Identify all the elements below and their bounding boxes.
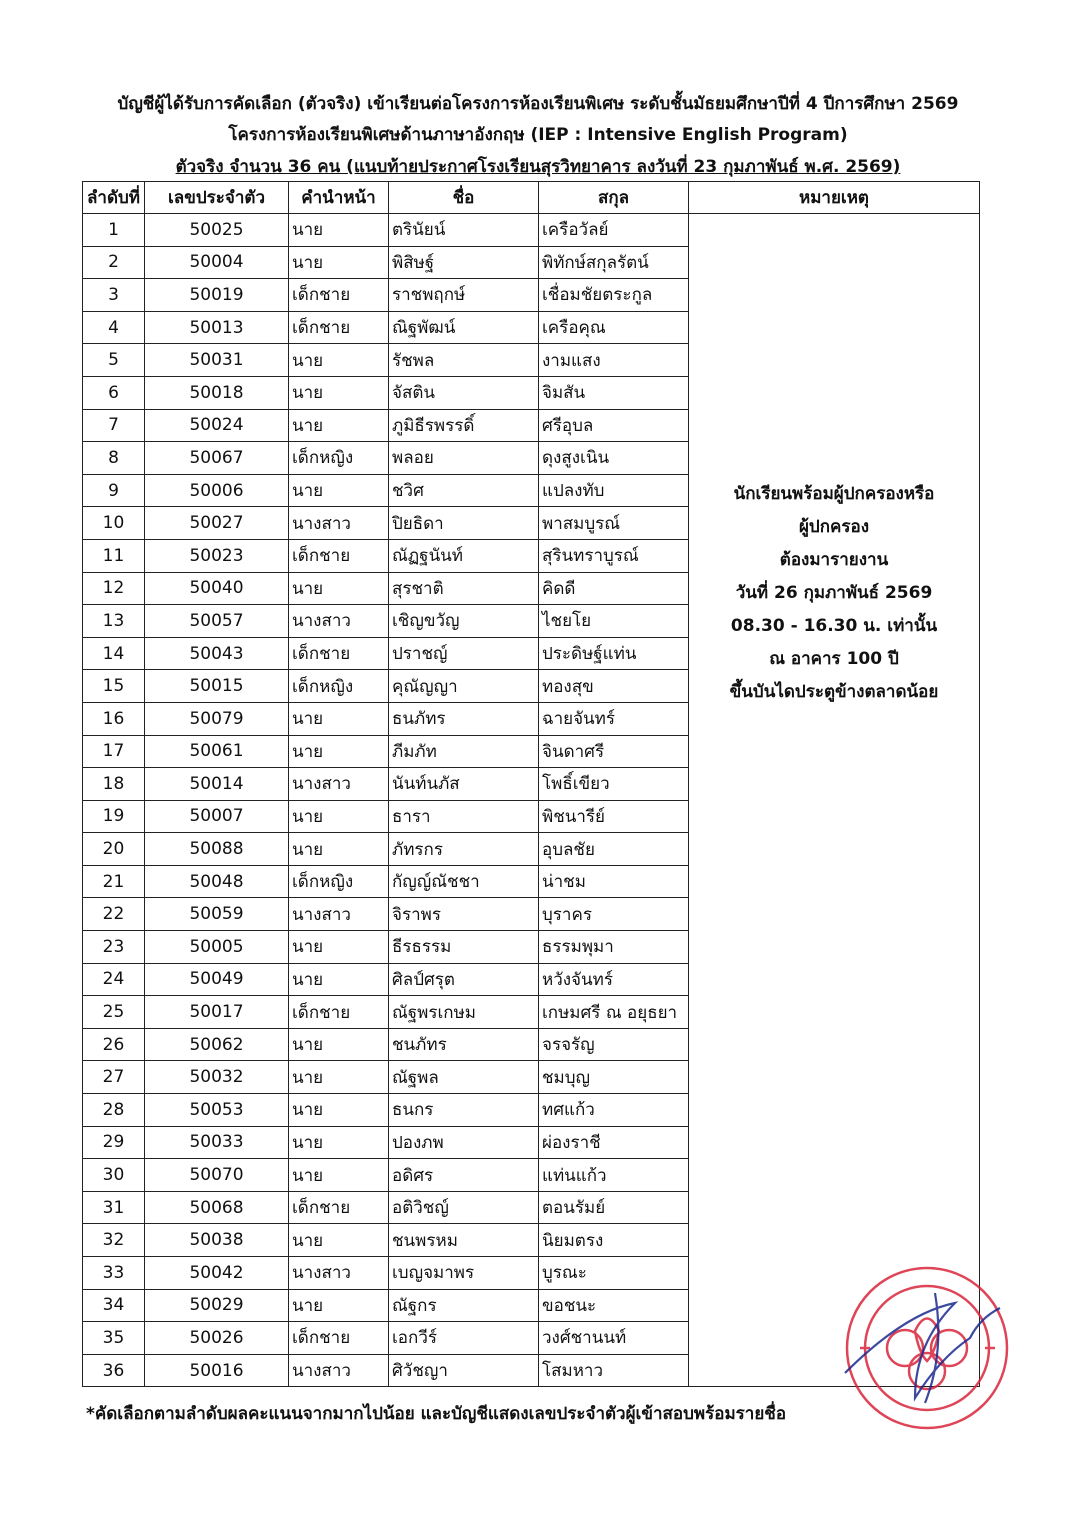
cell-firstname: ธนภัทร — [389, 702, 539, 735]
cell-id: 50061 — [145, 735, 289, 768]
cell-order: 15 — [83, 670, 145, 703]
cell-order: 1 — [83, 214, 145, 247]
cell-id: 50043 — [145, 637, 289, 670]
cell-order: 8 — [83, 442, 145, 475]
table-header-row — [83, 182, 980, 214]
cell-lastname: พิชนารีย์ — [539, 800, 689, 833]
cell-id: 50042 — [145, 1257, 289, 1290]
cell-order: 4 — [83, 311, 145, 344]
cell-prefix: นาย — [289, 409, 389, 442]
cell-prefix: นาย — [289, 572, 389, 605]
cell-order: 16 — [83, 702, 145, 735]
cell-lastname: ฉายจันทร์ — [539, 702, 689, 735]
cell-firstname: ปิยธิดา — [389, 507, 539, 540]
cell-id: 50026 — [145, 1322, 289, 1355]
cell-prefix: นาย — [289, 214, 389, 247]
cell-prefix: เด็กชาย — [289, 539, 389, 572]
cell-prefix: นาย — [289, 1224, 389, 1257]
remark-line: วันที่ 26 กุมภาพันธ์ 2569 — [735, 583, 933, 603]
cell-id: 50057 — [145, 605, 289, 638]
cell-firstname: ธนกร — [389, 1094, 539, 1127]
cell-id: 50088 — [145, 833, 289, 866]
cell-prefix: นางสาว — [289, 1354, 389, 1387]
cell-id: 50007 — [145, 800, 289, 833]
cell-firstname: ศิลป์ศรุต — [389, 963, 539, 996]
cell-lastname: บุราคร — [539, 898, 689, 931]
cell-prefix: นาย — [289, 376, 389, 409]
cell-id: 50005 — [145, 931, 289, 964]
cell-prefix: นาย — [289, 246, 389, 279]
cell-lastname: ธรรมพุมา — [539, 931, 689, 964]
cell-prefix: เด็กชาย — [289, 311, 389, 344]
col-header-lastname: สกุล — [539, 182, 689, 214]
cell-lastname: หวังจันทร์ — [539, 963, 689, 996]
cell-order: 6 — [83, 376, 145, 409]
cell-prefix: เด็กชาย — [289, 279, 389, 312]
cell-prefix: นาย — [289, 1061, 389, 1094]
cell-prefix: นาย — [289, 963, 389, 996]
cell-lastname: ชมบุญ — [539, 1061, 689, 1094]
cell-prefix: เด็กหญิง — [289, 442, 389, 475]
cell-lastname: จินดาศรี — [539, 735, 689, 768]
cell-lastname: พิทักษ์สกุลรัตน์ — [539, 246, 689, 279]
cell-lastname: งามแสง — [539, 344, 689, 377]
cell-firstname: ณัฐพรเกษม — [389, 996, 539, 1029]
cell-prefix: นาย — [289, 800, 389, 833]
remark-line: ณ อาคาร 100 ปี — [769, 649, 899, 669]
cell-order: 9 — [83, 474, 145, 507]
cell-id: 50059 — [145, 898, 289, 931]
cell-firstname: สุรชาติ — [389, 572, 539, 605]
cell-lastname: ไชยโย — [539, 605, 689, 638]
remark-cell — [689, 214, 980, 1387]
cell-order: 10 — [83, 507, 145, 540]
cell-order: 27 — [83, 1061, 145, 1094]
cell-order: 29 — [83, 1126, 145, 1159]
table-row — [83, 214, 980, 247]
cell-lastname: โพธิ์เขียว — [539, 768, 689, 801]
cell-order: 31 — [83, 1191, 145, 1224]
cell-id: 50038 — [145, 1224, 289, 1257]
cell-firstname: อติวิชญ์ — [389, 1191, 539, 1224]
cell-id: 50025 — [145, 214, 289, 247]
cell-firstname: เชิญขวัญ — [389, 605, 539, 638]
cell-order: 2 — [83, 246, 145, 279]
cell-lastname: เชื่อมชัยตระกูล — [539, 279, 689, 312]
cell-prefix: เด็กชาย — [289, 1191, 389, 1224]
cell-lastname: ขอชนะ — [539, 1289, 689, 1322]
cell-prefix: เด็กหญิง — [289, 865, 389, 898]
cell-lastname: ศรีอุบล — [539, 409, 689, 442]
cell-firstname: ศิวัชญา — [389, 1354, 539, 1387]
remark-line: 08.30 - 16.30 น. เท่านั้น — [730, 616, 938, 636]
cell-prefix: นางสาว — [289, 768, 389, 801]
cell-id: 50067 — [145, 442, 289, 475]
cell-order: 17 — [83, 735, 145, 768]
cell-prefix: นาย — [289, 1289, 389, 1322]
cell-prefix: นางสาว — [289, 605, 389, 638]
cell-id: 50024 — [145, 409, 289, 442]
cell-prefix: นาย — [289, 1028, 389, 1061]
cell-prefix: นางสาว — [289, 1257, 389, 1290]
col-header-prefix: คำนำหน้า — [289, 182, 389, 214]
cell-order: 11 — [83, 539, 145, 572]
cell-prefix: นาย — [289, 344, 389, 377]
cell-order: 24 — [83, 963, 145, 996]
cell-id: 50023 — [145, 539, 289, 572]
cell-firstname: ภีมภัท — [389, 735, 539, 768]
footer-note: *คัดเลือกตามลำดับผลคะแนนจากมากไปน้อย และบัญชีแสดงเลขประจำตัวผู้เข้าสอบพร้อมรายชื่อ — [86, 1404, 787, 1424]
cell-order: 28 — [83, 1094, 145, 1127]
cell-order: 21 — [83, 865, 145, 898]
cell-id: 50017 — [145, 996, 289, 1029]
cell-prefix: นาย — [289, 931, 389, 964]
cell-prefix: เด็กหญิง — [289, 670, 389, 703]
cell-id: 50062 — [145, 1028, 289, 1061]
cell-firstname: ณัฐพล — [389, 1061, 539, 1094]
remark-line: นักเรียนพร้อมผู้ปกครองหรือ — [733, 484, 935, 504]
cell-order: 30 — [83, 1159, 145, 1192]
cell-id: 50016 — [145, 1354, 289, 1387]
title-line-2: โครงการห้องเรียนพิเศษด้านภาษาอังกฤษ (IEP : Intensive English Program) — [228, 125, 848, 145]
cell-prefix: เด็กชาย — [289, 637, 389, 670]
cell-prefix: นางสาว — [289, 898, 389, 931]
cell-order: 19 — [83, 800, 145, 833]
cell-firstname: ราชพฤกษ์ — [389, 279, 539, 312]
cell-firstname: นันท์นภัส — [389, 768, 539, 801]
cell-firstname: จิราพร — [389, 898, 539, 931]
cell-lastname: อุบลชัย — [539, 833, 689, 866]
cell-id: 50048 — [145, 865, 289, 898]
cell-id: 50053 — [145, 1094, 289, 1127]
cell-order: 5 — [83, 344, 145, 377]
cell-lastname: แปลงทับ — [539, 474, 689, 507]
cell-firstname: พลอย — [389, 442, 539, 475]
student-table — [82, 181, 980, 1387]
cell-lastname: เครือคุณ — [539, 311, 689, 344]
cell-firstname: อดิศร — [389, 1159, 539, 1192]
cell-order: 35 — [83, 1322, 145, 1355]
col-header-firstname: ชื่อ — [389, 182, 539, 214]
cell-firstname: ณัฏฐนันท์ — [389, 539, 539, 572]
cell-order: 18 — [83, 768, 145, 801]
cell-id: 50079 — [145, 702, 289, 735]
cell-id: 50068 — [145, 1191, 289, 1224]
cell-order: 34 — [83, 1289, 145, 1322]
cell-order: 7 — [83, 409, 145, 442]
cell-id: 50004 — [145, 246, 289, 279]
cell-firstname: ปราชญ์ — [389, 637, 539, 670]
cell-order: 13 — [83, 605, 145, 638]
col-header-id: เลขประจำตัว — [145, 182, 289, 214]
col-header-order: ลำดับที่ — [83, 182, 145, 214]
cell-order: 33 — [83, 1257, 145, 1290]
cell-lastname: สุรินทราบูรณ์ — [539, 539, 689, 572]
cell-id: 50013 — [145, 311, 289, 344]
cell-firstname: พิสิษฐ์ — [389, 246, 539, 279]
cell-firstname: ธีรธรรม — [389, 931, 539, 964]
cell-prefix: นาย — [289, 735, 389, 768]
cell-id: 50049 — [145, 963, 289, 996]
cell-order: 36 — [83, 1354, 145, 1387]
cell-order: 26 — [83, 1028, 145, 1061]
cell-id: 50015 — [145, 670, 289, 703]
cell-firstname: เอกวีร์ — [389, 1322, 539, 1355]
cell-order: 3 — [83, 279, 145, 312]
cell-firstname: ชวิศ — [389, 474, 539, 507]
cell-lastname: น่าชม — [539, 865, 689, 898]
remark-line: ขึ้นบันไดประตูข้างตลาดน้อย — [729, 682, 939, 702]
cell-lastname: ทองสุข — [539, 670, 689, 703]
cell-firstname: ชนภัทร — [389, 1028, 539, 1061]
cell-order: 32 — [83, 1224, 145, 1257]
cell-prefix: นาย — [289, 1159, 389, 1192]
cell-order: 20 — [83, 833, 145, 866]
cell-prefix: นาย — [289, 833, 389, 866]
cell-firstname: ณิฐพัฒน์ — [389, 311, 539, 344]
cell-firstname: ธารา — [389, 800, 539, 833]
cell-id: 50032 — [145, 1061, 289, 1094]
cell-firstname: เบญจมาพร — [389, 1257, 539, 1290]
cell-lastname: เครือวัลย์ — [539, 214, 689, 247]
cell-lastname: พาสมบูรณ์ — [539, 507, 689, 540]
cell-order: 12 — [83, 572, 145, 605]
cell-firstname: ภูมิธีรพรรดิ์ — [389, 409, 539, 442]
remark-line: ผู้ปกครอง — [798, 517, 870, 537]
cell-firstname: ตรินัยน์ — [389, 214, 539, 247]
cell-id: 50031 — [145, 344, 289, 377]
cell-id: 50014 — [145, 768, 289, 801]
cell-lastname: เกษมศรี ณ อยุธยา — [539, 996, 689, 1029]
title-line-3: ตัวจริง จำนวน 36 คน (แนบท้ายประกาศโรงเรียนสุรวิทยาคาร ลงวันที่ 23 กุมภาพันธ์ พ.ศ. 2569) — [175, 157, 901, 177]
cell-prefix: นาย — [289, 474, 389, 507]
cell-lastname: บูรณะ — [539, 1257, 689, 1290]
cell-lastname: ผ่องราชี — [539, 1126, 689, 1159]
cell-lastname: วงศ์ชานนท์ — [539, 1322, 689, 1355]
cell-firstname: รัชพล — [389, 344, 539, 377]
cell-lastname: จิมสัน — [539, 376, 689, 409]
cell-firstname: คุณัญญา — [389, 670, 539, 703]
cell-lastname: ทศแก้ว — [539, 1094, 689, 1127]
cell-lastname: ตอนรัมย์ — [539, 1191, 689, 1224]
remark-line: ต้องมารายงาน — [779, 550, 889, 570]
cell-firstname: จัสติน — [389, 376, 539, 409]
cell-lastname: โสมหาว — [539, 1354, 689, 1387]
cell-id: 50019 — [145, 279, 289, 312]
cell-firstname: ชนพรหม — [389, 1224, 539, 1257]
cell-id: 50070 — [145, 1159, 289, 1192]
title-line-1: บัญชีผู้ได้รับการคัดเลือก (ตัวจริง) เข้าเรียนต่อโครงการห้องเรียนพิเศษ ระดับชั้นมัธยมศึกษาปีที่ 4 ปีการศึกษา 2569 — [117, 94, 959, 114]
cell-id: 50040 — [145, 572, 289, 605]
cell-id: 50029 — [145, 1289, 289, 1322]
cell-id: 50018 — [145, 376, 289, 409]
cell-id: 50006 — [145, 474, 289, 507]
cell-order: 14 — [83, 637, 145, 670]
cell-id: 50033 — [145, 1126, 289, 1159]
cell-lastname: แท่นแก้ว — [539, 1159, 689, 1192]
cell-prefix: เด็กชาย — [289, 1322, 389, 1355]
col-header-remark: หมายเหตุ — [689, 182, 980, 214]
cell-lastname: นิยมตรง — [539, 1224, 689, 1257]
cell-order: 22 — [83, 898, 145, 931]
cell-lastname: คิดดี — [539, 572, 689, 605]
cell-firstname: ภัทรกร — [389, 833, 539, 866]
cell-prefix: นางสาว — [289, 507, 389, 540]
cell-prefix: เด็กชาย — [289, 996, 389, 1029]
cell-firstname: ปองภพ — [389, 1126, 539, 1159]
cell-id: 50027 — [145, 507, 289, 540]
cell-prefix: นาย — [289, 1094, 389, 1127]
cell-lastname: ประดิษฐ์แท่น — [539, 637, 689, 670]
cell-lastname: ดุงสูงเนิน — [539, 442, 689, 475]
cell-order: 23 — [83, 931, 145, 964]
cell-order: 25 — [83, 996, 145, 1029]
cell-prefix: นาย — [289, 1126, 389, 1159]
cell-lastname: จรจรัญ — [539, 1028, 689, 1061]
cell-firstname: ณัฐกร — [389, 1289, 539, 1322]
cell-firstname: กัญญ์ณัชชา — [389, 865, 539, 898]
school-seal-stamp — [835, 1253, 1020, 1438]
cell-prefix: นาย — [289, 702, 389, 735]
